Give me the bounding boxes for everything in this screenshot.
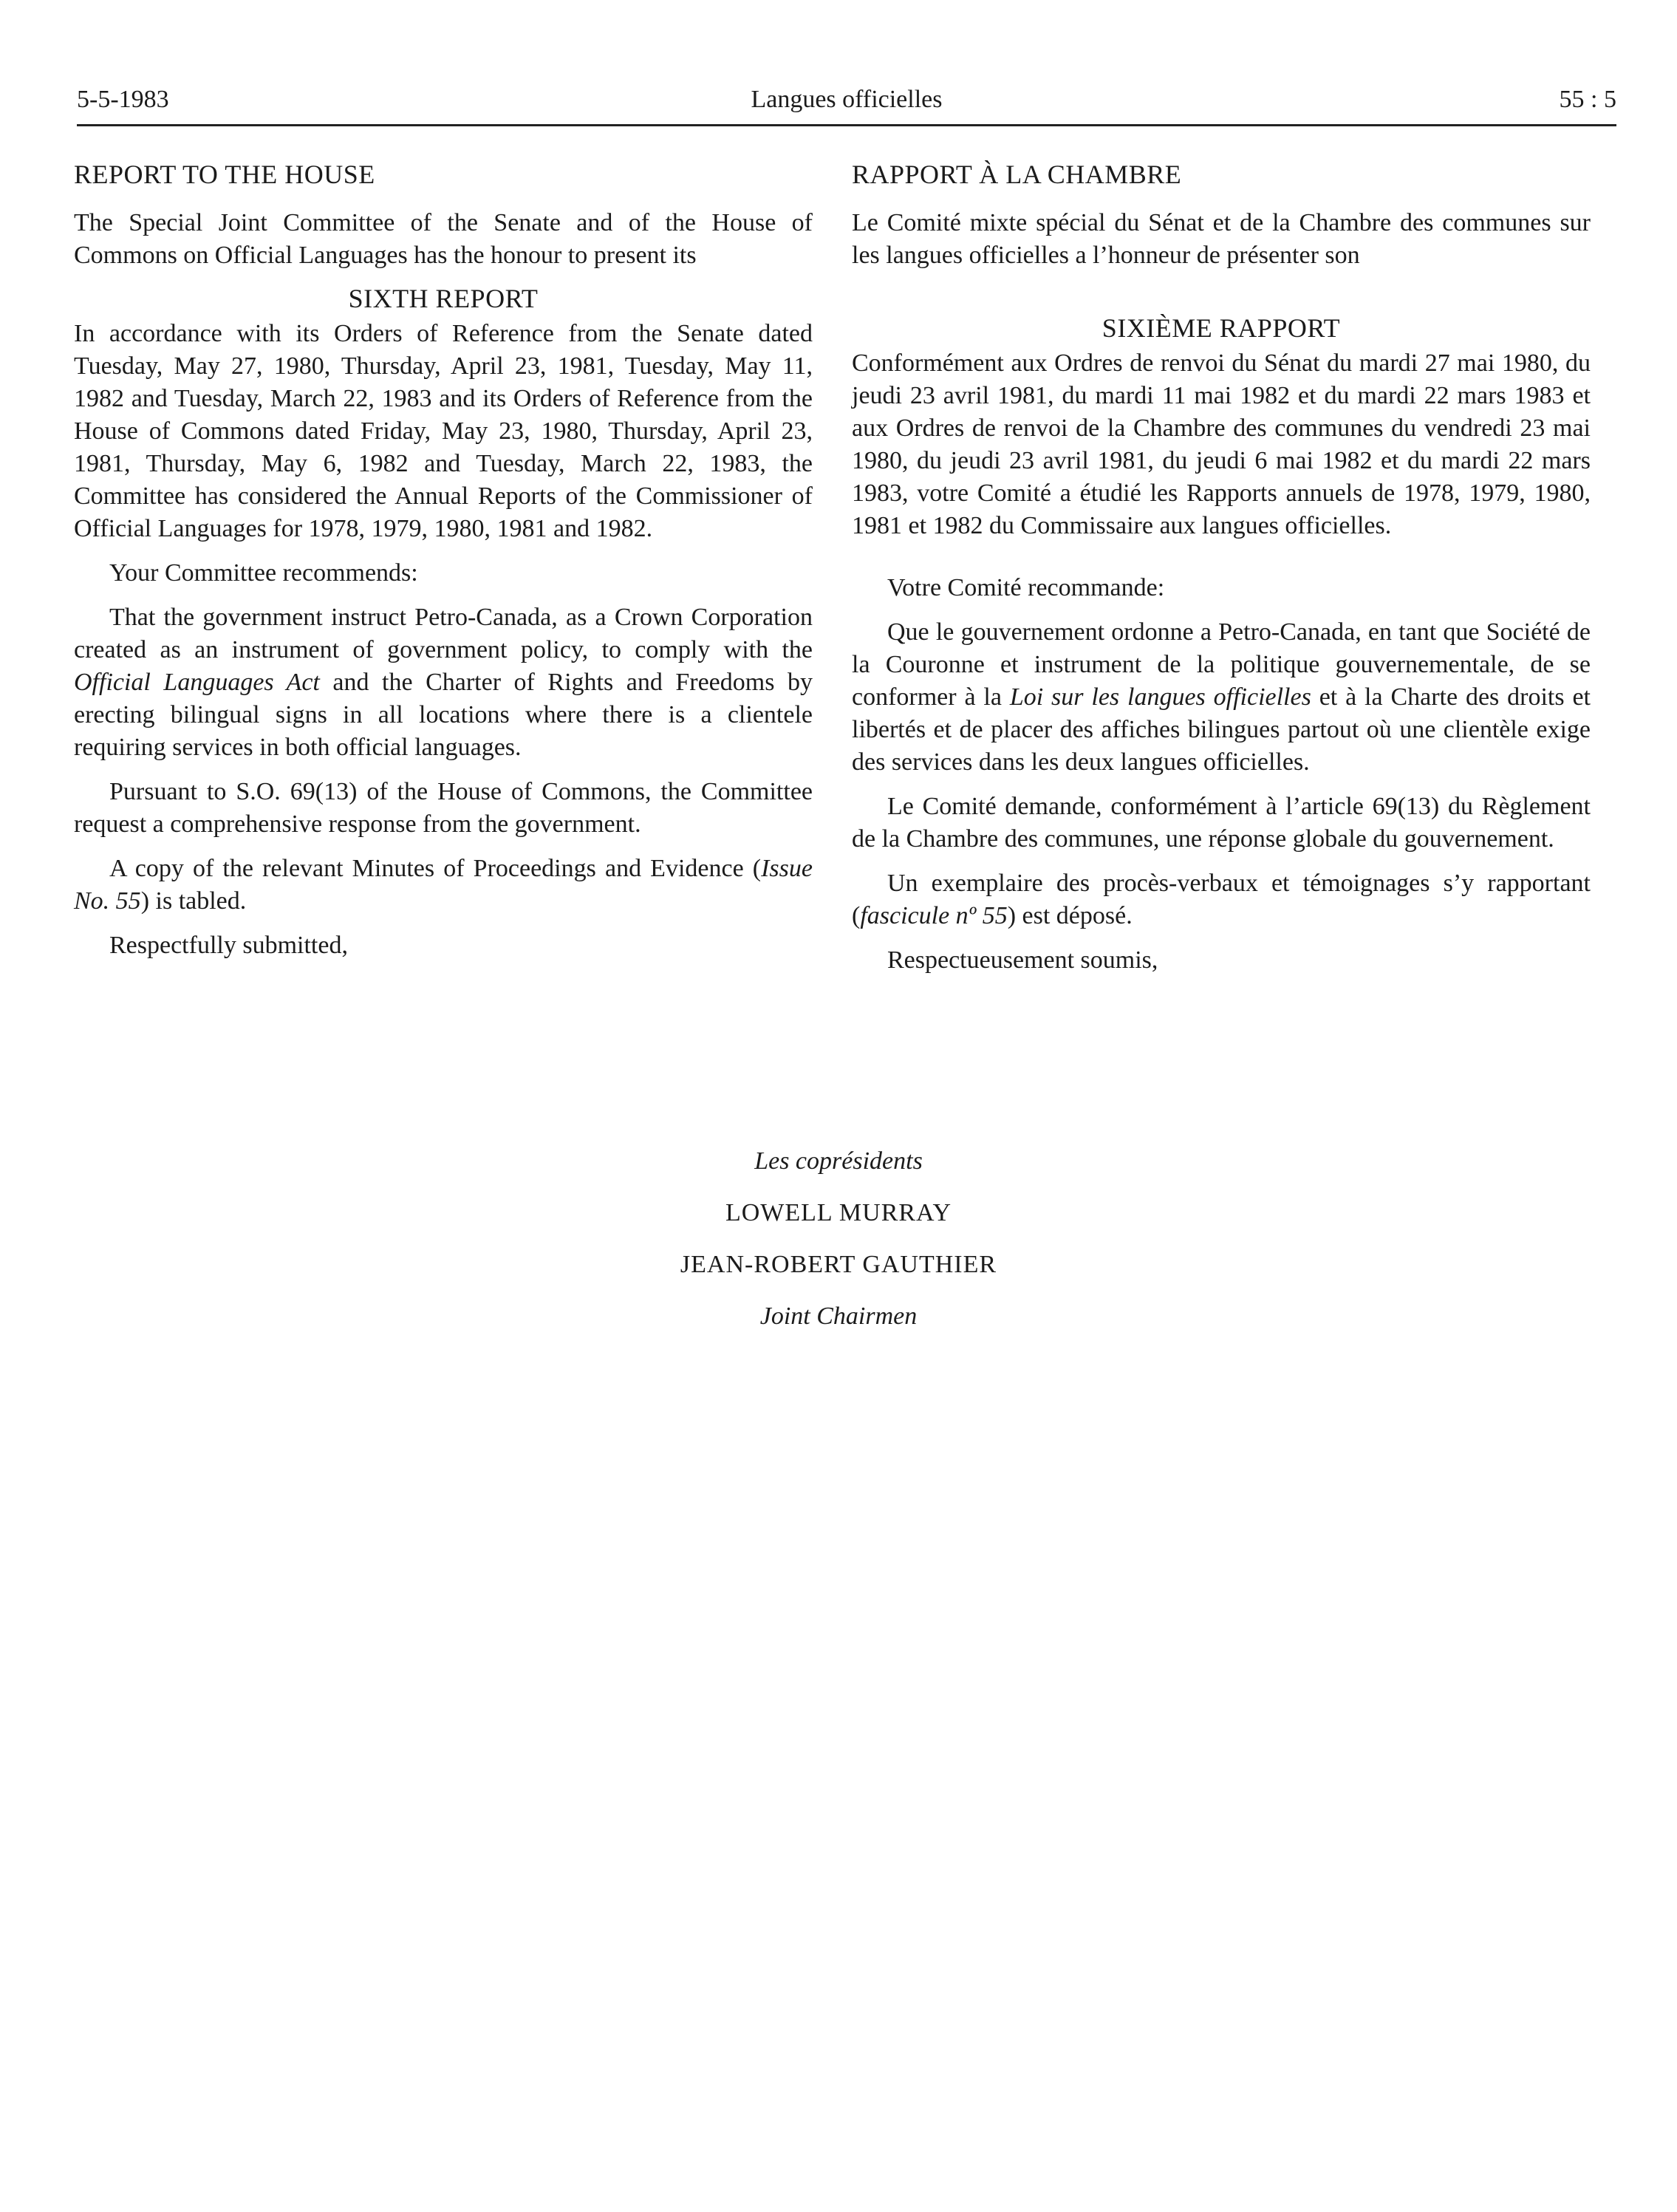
signature-label-french: Les coprésidents: [754, 1147, 923, 1175]
english-intro: The Special Joint Committee of the Senate and of the House of Commons on Official Languages has the honour to present its: [74, 209, 813, 269]
english-rec-act: Official Languages Act: [74, 669, 320, 696]
english-report-title: SIXTH REPORT: [348, 284, 539, 313]
english-copy-issue: Issue No. 55: [74, 855, 813, 915]
english-closing: Respectfully submitted,: [109, 932, 348, 959]
french-copy-part-a: Un exemplaire des procès-verbaux et témoignages s’y rapportant (: [852, 870, 1591, 929]
french-pursuant: Le Comité demande, conformément à l’article 69(13) du Règlement de la Chambre des communes, une réponse globale du gouvernement.: [852, 793, 1591, 853]
french-heading: RAPPORT À LA CHAMBRE: [852, 160, 1182, 189]
signature-name-1: LOWELL MURRAY: [725, 1199, 952, 1226]
english-copy-part-a: A copy of the relevant Minutes of Proceedings and Evidence (: [109, 855, 762, 882]
french-rec-part-b: et à la Charte des droits et libertés et de placer des affiches bilingues partout où une clientèle exige des services dans les deux langues officielles.: [852, 683, 1591, 776]
signature-label-english: Joint Chairmen: [759, 1303, 918, 1330]
english-recommendation: [74, 601, 813, 764]
header-page-number: 55 : 5: [1559, 86, 1616, 113]
french-recommends: Votre Comité recommande:: [887, 574, 1165, 601]
french-intro: Le Comité mixte spécial du Sénat et de la Chambre des communes sur les langues officielles a l’honneur de présenter son: [852, 209, 1591, 269]
english-rec-part-b: and the Charter of Rights and Freedoms by erecting bilingual signs in all locations where there is a clientele requiring services in both official languages.: [74, 669, 813, 761]
french-report-title: SIXIÈME RAPPORT: [1102, 313, 1341, 343]
french-recommendation: [852, 616, 1591, 779]
french-copy-part-b: ) est déposé.: [1007, 902, 1133, 929]
english-column: [74, 158, 813, 962]
french-rec-part-a: Que le gouvernement ordonne a Petro-Canada, en tant que Société de la Couronne et instrument de la politique gouvernementale, de se conformer à la: [852, 618, 1591, 711]
english-copy-tabled: [74, 853, 813, 918]
english-pursuant: Pursuant to S.O. 69(13) of the House of Commons, the Committee request a comprehensive response from the government.: [74, 778, 813, 838]
page-header: [77, 81, 1616, 126]
english-paragraph-1: In accordance with its Orders of Reference from the Senate dated Tuesday, May 27, 1980, Thursday, April 23, 1981, Tuesday, May 11, 1982 and Tuesday, March 22, 1983 and its Orders of Reference from the House of Commons dated Friday, May 23, 1980, Thursday, April 23, 1981, Thursday, May 6, 1982 and Tuesday, March 22, 1983, the Committee has considered the Annual Reports of the Commissioner of Official Languages for 1978, 1979, 1980, 1981 and 1982.: [74, 320, 813, 542]
english-copy-part-b: ) is tabled.: [140, 887, 247, 915]
header-title: Langues officielles: [751, 86, 943, 113]
french-copy-issue: fascicule nº 55: [860, 902, 1008, 929]
french-rec-act: Loi sur les langues officielles: [1009, 683, 1311, 711]
signature-name-2: JEAN-ROBERT GAUTHIER: [680, 1251, 997, 1278]
english-rec-part-a: That the government instruct Petro-Canada, as a Crown Corporation created as an instrument of government policy, to comply with the: [74, 604, 813, 663]
header-date: 5-5-1983: [77, 86, 169, 113]
english-heading: REPORT TO THE HOUSE: [74, 160, 375, 189]
english-recommends: Your Committee recommends:: [109, 559, 418, 587]
signature-block: [443, 1145, 1234, 1352]
french-copy-tabled: [852, 867, 1591, 932]
french-closing: Respectueusement soumis,: [887, 946, 1158, 974]
french-paragraph-1: Conformément aux Ordres de renvoi du Sénat du mardi 27 mai 1980, du jeudi 23 avril 1981, du mardi 11 mai 1982 et du mardi 22 mars 1983 et aux Ordres de renvoi de la Chambre des communes du vendredi 23 mai 1980, du jeudi 23 avril 1981, du jeudi 6 mai 1982 et du mardi 22 mars 1983, votre Comité a étudié les Rapports annuels de 1978, 1979, 1980, 1981 et 1982 du Commissaire aux langues officielles.: [852, 349, 1591, 539]
french-column: [852, 158, 1591, 977]
